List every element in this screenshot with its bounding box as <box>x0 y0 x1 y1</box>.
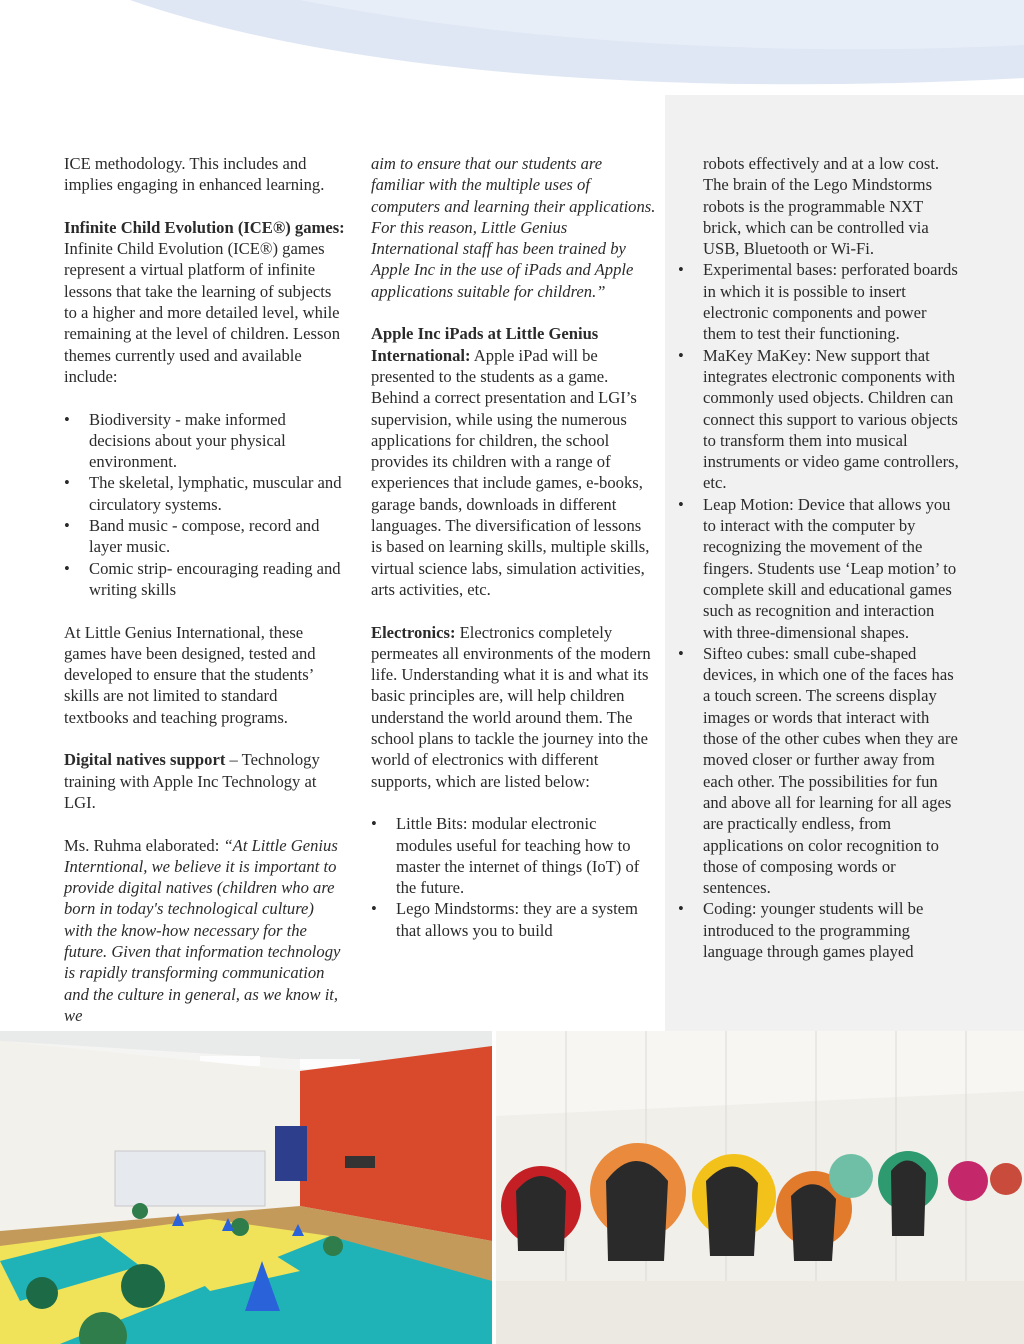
list-item: • Comic strip- encouraging reading and writing skills <box>64 558 346 601</box>
text-column-1 <box>64 153 346 1047</box>
list-item: • Experimental bases: perforated boards in which it is possible to insert electronic components and power them to test their functioning. <box>678 259 960 344</box>
ruhma-lead: Ms. Ruhma elaborated: <box>64 835 224 855</box>
electronics-supports-list-continued <box>678 259 960 962</box>
list-item: • Biodiversity - make informed decisions about your physical environment. <box>64 409 346 473</box>
list-item: • Leap Motion: Device that allows you to interact with the computer by recognizing the movement of the fingers. Students use ‘Leap motion’ to complete skill and educational games such as recognition and interaction with three-dimensional shapes. <box>678 494 960 643</box>
paragraph-games-designed: At Little Genius International, these games have been designed, tested and developed to ensure that the students’ skills are not limited to standard textbooks and teaching programs. <box>64 622 316 727</box>
paragraph-digital-natives <box>64 749 346 813</box>
list-item: • Sifteo cubes: small cube-shaped devices, in which one of the faces has a touch screen. The screens display images or words that interact with those of the other cubes when they are moved closer or further away from each other. The possibilities for fun and above all for learning for all ages are practically endless, from applications on color recognition to those of composing words or sentences. <box>678 643 960 899</box>
list-item: • Band music - compose, record and layer music. <box>64 515 346 558</box>
text-column-2 <box>371 153 656 962</box>
portraits-wall-photo <box>496 1031 1024 1344</box>
ruhma-quote: “At Little Genius Interntional, we believe it is important to provide digital natives (children who are born in today's technological culture) with the know-how necessary for the future. Given that information technology is rapidly transforming communication and the culture in general, as we know it, we <box>64 835 341 1025</box>
ice-games-text: Infinite Child Evolution (ICE®) games represent a virtual platform of infinite lessons that take the learning of subjects to a higher and more detailed level, while remaining at the level of children. Lesson themes currently used and available include: <box>64 239 341 386</box>
apple-ipads-text: Apple iPad will be presented to the students as a game. Behind a correct presentation and LGI’s supervision, while using the numerous applications for children, the school provides its children with a range of experiences that include games, e-books, garage bands, downloads in different languages. The diversification of lessons is based on learning skills, multiple skills, virtual science labs, simulation activities, arts activities, etc. <box>371 345 650 599</box>
heading-electronics: Electronics: <box>371 622 456 642</box>
heading-digital-natives: Digital natives support <box>64 750 226 770</box>
list-item: • MaKey MaKey: New support that integrates electronic components with commonly used objects. Children can connect this support to various objects to transform them into musical instruments or video game controllers, etc. <box>678 345 960 494</box>
text-column-3 <box>678 153 960 984</box>
digital-natives-text: – Technology training with Apple Inc Technology at LGI. <box>64 750 320 812</box>
electronics-text: Electronics completely permeates all environments of the modern life. Understanding what it is and what its basic principles are, will help children understand the world around them. The school plans to tackle the journey into the world of electronics with different supports, which are listed below: <box>371 622 651 791</box>
list-item: • Little Bits: modular electronic modules useful for teaching how to master the internet of things (IoT) of the future. <box>371 813 656 898</box>
lesson-themes-list <box>64 409 346 601</box>
paragraph-ice-methodology: ICE methodology. This includes and implies engaging in enhanced learning. <box>64 154 325 195</box>
paragraph-ice-games <box>64 217 346 387</box>
electronics-supports-list <box>371 813 656 941</box>
lego-continued: robots effectively and at a low cost. The brain of the Lego Mindstorms robots is the programmable NXT brick, which can be controlled via USB, Bluetooth or Wi-Fi. <box>703 154 940 259</box>
heading-ice-games: Infinite Child Evolution (ICE®) games: <box>64 217 345 237</box>
quote-continued: aim to ensure that our students are familiar with the multiple uses of computers and learning their applications. For this reason, Little Genius International staff has been trained by Apple Inc in the use of iPads and Apple applications suitable for children.” <box>371 154 656 301</box>
heading-apple-ipads: Apple Inc iPads at Little Genius International: <box>371 324 599 365</box>
paragraph-apple-ipads <box>371 323 656 600</box>
list-item: • The skeletal, lymphatic, muscular and circulatory systems. <box>64 472 346 515</box>
list-item: • Lego Mindstorms: they are a system that allows you to build <box>371 898 656 941</box>
paragraph-quote-continued <box>371 153 656 302</box>
paragraph-ruhma-quote <box>64 835 346 1027</box>
list-item: • Coding: younger students will be introduced to the programming language through games played <box>678 898 960 962</box>
paragraph-electronics <box>371 622 656 792</box>
gym-room-photo <box>0 1031 492 1344</box>
